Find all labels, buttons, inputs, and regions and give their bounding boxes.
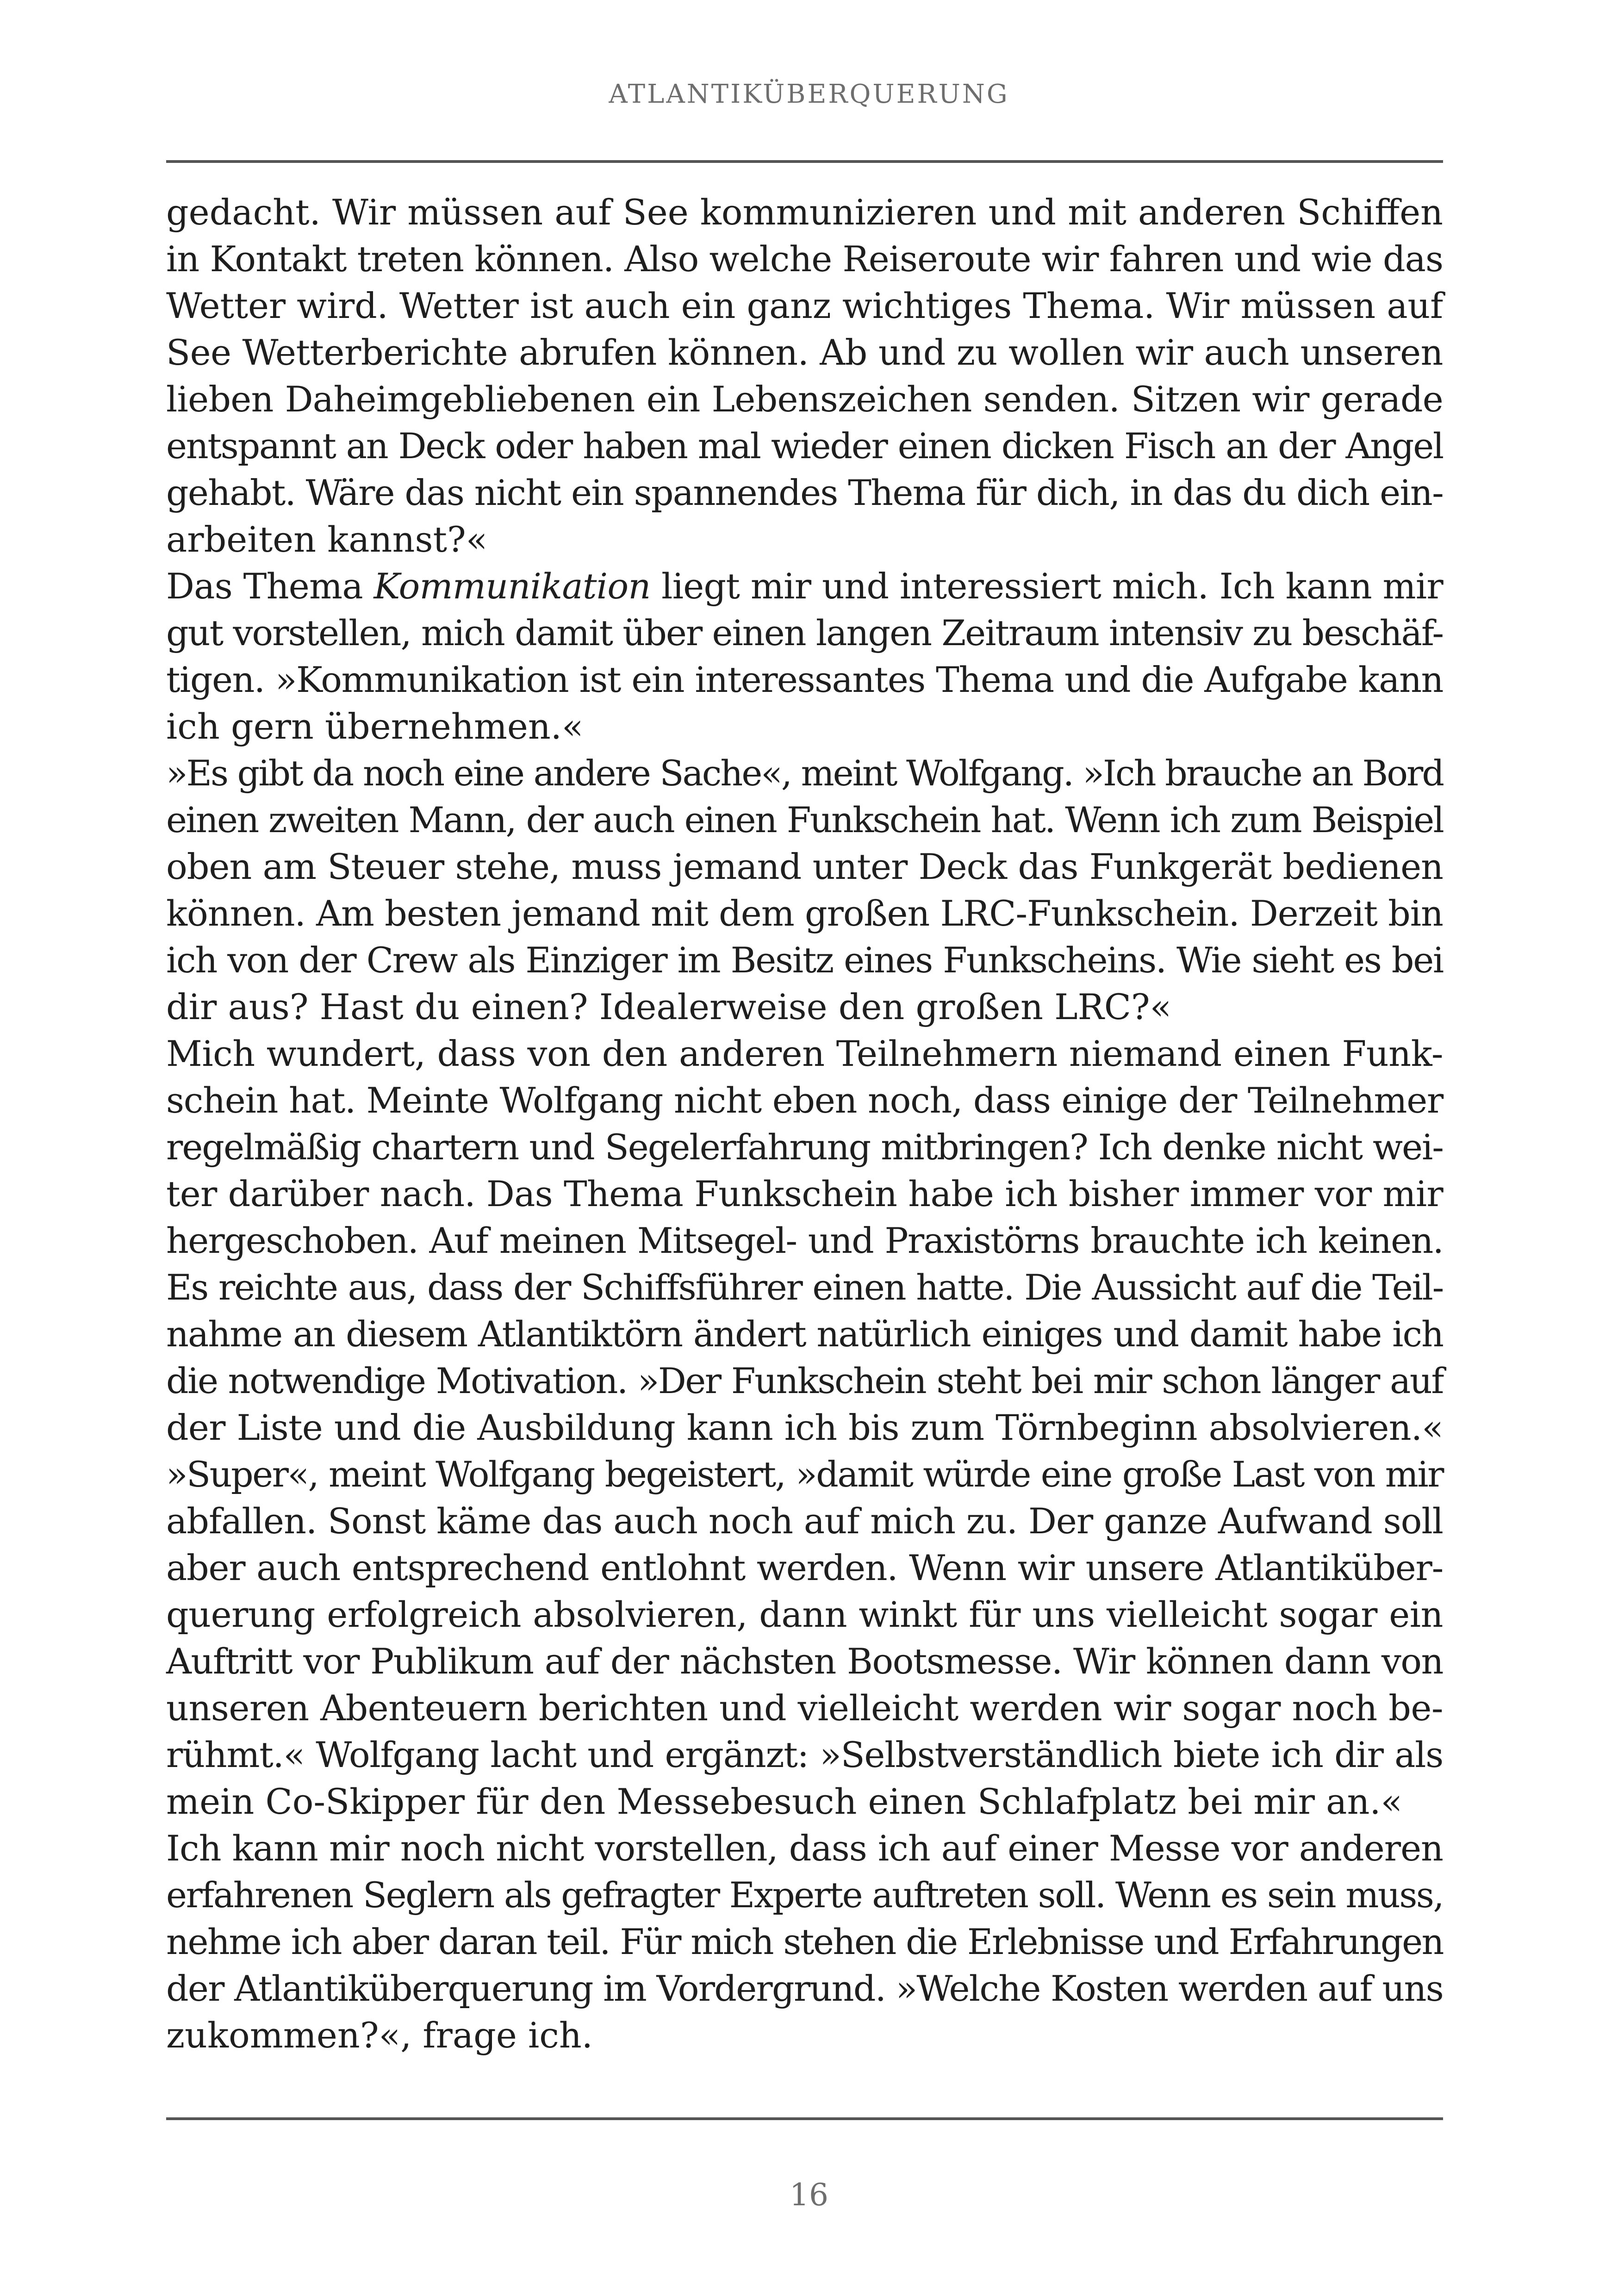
text-line	[166, 1965, 1443, 2012]
text-line	[166, 656, 1443, 703]
text-line	[166, 1544, 1443, 1591]
header-rule	[166, 160, 1443, 163]
text-line	[166, 563, 1443, 610]
text-line-content: nehme ich aber daran teil. Für mich stehen die Erlebnisse und Erfahrungen	[166, 1921, 1443, 1962]
text-line	[166, 329, 1443, 376]
text-line-content: regelmäßig chartern und Segelerfahrung mitbringen? Ich denke nicht wei-	[166, 1126, 1443, 1168]
text-line-content: einen zweiten Mann, der auch einen Funkschein hat. Wenn ich zum Beispiel	[166, 799, 1443, 840]
text-line-content: oben am Steuer stehe, muss jemand unter Deck das Funkgerät bedienen	[166, 846, 1443, 887]
text-line	[166, 796, 1443, 843]
text-line	[166, 1170, 1443, 1217]
text-line-content: zukommen?«, frage ich.	[166, 2015, 593, 2056]
text-line	[166, 469, 1443, 516]
text-line	[166, 1638, 1443, 1685]
text-line	[166, 703, 1443, 750]
text-line-content: gedacht. Wir müssen auf See kommunizieren und mit anderen Schiffen	[166, 192, 1443, 233]
text-line	[166, 423, 1443, 469]
text-line-content: die notwendige Motivation. »Der Funkschein steht bei mir schon länger auf	[166, 1360, 1443, 1401]
text-line-content: ter darüber nach. Das Thema Funkschein habe ich bisher immer vor mir	[166, 1173, 1443, 1214]
text-line-content: unseren Abenteuern berichten und vielleicht werden wir sogar noch be-	[166, 1687, 1443, 1729]
text-line	[166, 1778, 1443, 1825]
text-line	[166, 750, 1443, 796]
text-line-content: gut vorstellen, mich damit über einen langen Zeitraum intensiv zu beschäf-	[166, 612, 1443, 653]
text-line-content: rühmt.« Wolfgang lacht und ergänzt: »Selbstverständlich biete ich dir als	[166, 1734, 1443, 1775]
text-line-content: schein hat. Meinte Wolfgang nicht eben noch, dass einige der Teilnehmer	[166, 1080, 1443, 1121]
text-line-content: Es reichte aus, dass der Schiffsführer einen hatte. Die Aussicht auf die Teil-	[166, 1267, 1443, 1308]
text-line-content: lieben Daheimgebliebenen ein Lebenszeichen senden. Sitzen wir gerade	[166, 379, 1443, 420]
text-line	[166, 1124, 1443, 1170]
text-line-content: können. Am besten jemand mit dem großen LRC-Funkschein. Derzeit bin	[166, 893, 1443, 934]
page-number: 16	[790, 2177, 828, 2213]
text-line-content: Ich kann mir noch nicht vorstellen, dass ich auf einer Messe vor anderen	[166, 1828, 1443, 1869]
text-line-content: tigen. »Kommunikation ist ein interessantes Thema und die Aufgabe kann	[166, 659, 1443, 700]
text-line-content: »Es gibt da noch eine andere Sache«, meint Wolfgang. »Ich brauche an Bord	[166, 753, 1443, 794]
text-line	[166, 1404, 1443, 1451]
text-line-content: abfallen. Sonst käme das auch noch auf mich zu. Der ganze Aufwand soll	[166, 1500, 1443, 1542]
text-line-content: arbeiten kannst?«	[166, 519, 488, 560]
text-line	[166, 1918, 1443, 1965]
text-line-content: dir aus? Hast du einen? Idealerweise den großen LRC?«	[166, 986, 1172, 1027]
text-line-content: mein Co-Skipper für den Messebesuch einen Schlafplatz bei mir an.«	[166, 1781, 1403, 1822]
text-line	[166, 1731, 1443, 1778]
text-line	[166, 1872, 1443, 1918]
text-line	[166, 1264, 1443, 1311]
text-line	[166, 610, 1443, 656]
text-line-content: ich gern übernehmen.«	[166, 706, 584, 747]
text-line-content: Mich wundert, dass von den anderen Teilnehmern niemand einen Funk-	[166, 1033, 1443, 1074]
text-line	[166, 1451, 1443, 1498]
text-line	[166, 516, 1443, 563]
text-line	[166, 236, 1443, 282]
text-line	[166, 1498, 1443, 1544]
text-line-content: nahme an diesem Atlantiktörn ändert natürlich einiges und damit habe ich	[166, 1313, 1443, 1355]
text-line-content: ich von der Crew als Einziger im Besitz eines Funkscheins. Wie sieht es bei	[166, 940, 1443, 981]
text-line-content: See Wetterberichte abrufen können. Ab und zu wollen wir auch unseren	[166, 332, 1443, 373]
text-line-content: gehabt. Wäre das nicht ein spannendes Thema für dich, in das du dich ein-	[166, 472, 1443, 513]
text-line	[166, 1217, 1443, 1264]
text-line-content: Wetter wird. Wetter ist auch ein ganz wichtiges Thema. Wir müssen auf	[166, 285, 1443, 326]
text-line-content: entspannt an Deck oder haben mal wieder einen dicken Fisch an der Angel	[166, 425, 1443, 467]
text-line	[166, 2012, 1443, 2059]
text-line	[166, 189, 1443, 236]
text-line	[166, 1030, 1443, 1077]
text-line	[166, 376, 1443, 423]
text-line-content: hergeschoben. Auf meinen Mitsegel- und Praxistörns brauchte ich keinen.	[166, 1220, 1443, 1261]
text-line-content: der Atlantiküberquerung im Vordergrund. »Welche Kosten werden auf uns	[166, 1968, 1443, 2009]
text-line	[166, 1311, 1443, 1357]
text-line-content: querung erfolgreich absolvieren, dann winkt für uns vielleicht sogar ein	[166, 1594, 1443, 1635]
text-line	[166, 1591, 1443, 1638]
text-line	[166, 983, 1443, 1030]
text-line	[166, 1685, 1443, 1731]
body-text	[166, 189, 1443, 2059]
emphasized-term: Kommunikation	[373, 566, 651, 607]
text-line-content: »Super«, meint Wolfgang begeistert, »damit würde eine große Last von mir	[166, 1454, 1443, 1495]
text-line	[166, 890, 1443, 937]
text-line-content: liegt mir und interessiert mich. Ich kann mir	[650, 566, 1443, 607]
text-line	[166, 282, 1443, 329]
text-line-content: der Liste und die Ausbildung kann ich bis zum Törnbeginn absolvieren.«	[166, 1407, 1443, 1448]
footer-rule	[166, 2117, 1443, 2120]
text-line-content: aber auch entsprechend entlohnt werden. Wenn wir unsere Atlantiküber-	[166, 1547, 1443, 1588]
text-line	[166, 843, 1443, 890]
text-line-content: Auftritt vor Publikum auf der nächsten Bootsmesse. Wir können dann von	[166, 1641, 1443, 1682]
text-line-content: Das Thema	[166, 566, 374, 607]
running-head: ATLANTIKÜBERQUERUNG	[609, 79, 1009, 109]
text-line	[166, 937, 1443, 983]
text-line	[166, 1077, 1443, 1124]
text-line-content: in Kontakt treten können. Also welche Reiseroute wir fahren und wie das	[166, 238, 1443, 280]
text-line-content: erfahrenen Seglern als gefragter Experte auftreten soll. Wenn es sein muss,	[166, 1874, 1443, 1916]
text-line	[166, 1357, 1443, 1404]
text-line	[166, 1825, 1443, 1872]
